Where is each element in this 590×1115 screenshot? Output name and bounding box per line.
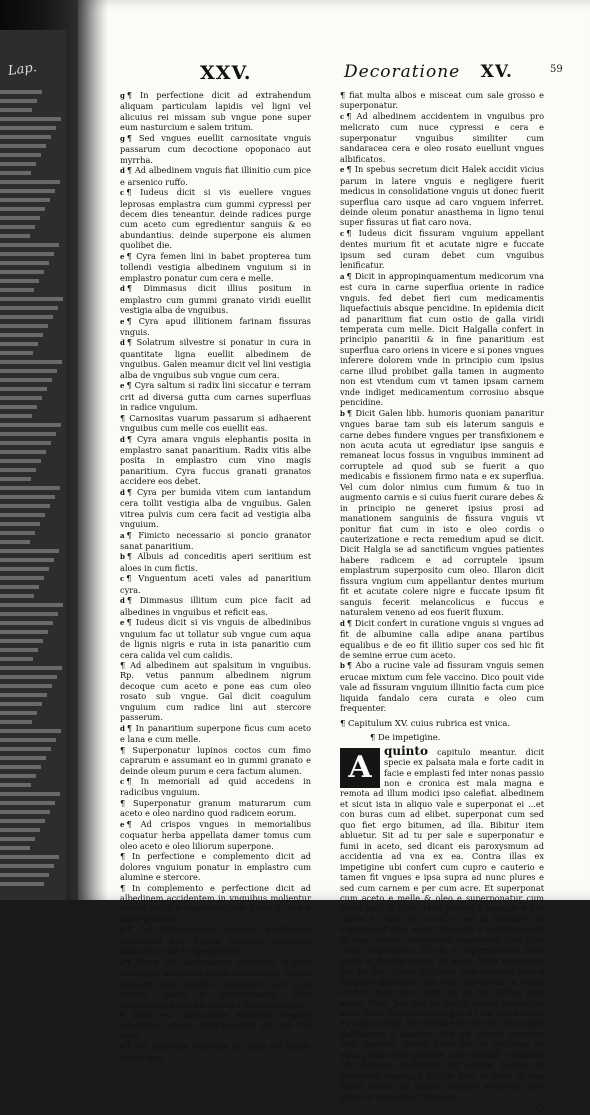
text-paragraph [120, 660, 311, 723]
margin-letter: c [340, 228, 345, 238]
facing-page-text-trace [0, 405, 37, 409]
pilcrow-icon: ¶ [126, 956, 138, 967]
margin-letter: e [120, 1042, 125, 1052]
margin-letter: b [340, 408, 345, 418]
facing-page-text-trace [0, 117, 61, 121]
facing-page-text-trace [0, 297, 63, 301]
pilcrow-icon: ¶ [126, 165, 135, 176]
facing-page-text-trace [0, 162, 36, 166]
paragraph-text: Superponatur granum maturarum cum aceto e oleo nardino quod radicem eorum. [120, 797, 312, 819]
paragraph-text: Ad albedinem aut spalsitum in vnguibus. Rp. vetus pannum albedinem nigrum decoque cum aceto e pone eas cum oleo rosato sub vngue. Gal dicit coagulum vnguium cum radice lini aut stercore passerum. [120, 660, 312, 723]
facing-page-text-trace [0, 279, 39, 283]
paragraph-text: In perfectione e complemento dicit ad dolores vnguium ponatur in emplastro cum alumine e stercore. [120, 851, 311, 883]
facing-page-text-trace [0, 639, 43, 643]
margin-letter: a [120, 530, 125, 540]
pilcrow-icon: ¶ [346, 270, 355, 281]
section-title: ¶ De impetigine. [370, 732, 441, 743]
facing-page-text-trace [0, 846, 30, 850]
pilcrow-icon: ¶ [126, 283, 144, 294]
margin-letter: e [120, 381, 125, 391]
pilcrow-icon: ¶ [126, 337, 137, 348]
facing-page-text-trace [0, 414, 32, 418]
text-paragraph [120, 573, 311, 595]
facing-page-text-trace [0, 243, 59, 247]
facing-page-text-trace [0, 441, 51, 445]
facing-page-text-trace [0, 603, 63, 607]
chapter-heading-text: Capitulum XV. cuius rubrica est vnica. [348, 717, 511, 728]
pilcrow-icon: ¶ [126, 90, 140, 100]
facing-page-text-trace [0, 594, 34, 598]
facing-page-text-trace [0, 126, 56, 130]
margin-letter: c [120, 574, 125, 584]
paragraph-text: In spebus secretum dicit Halek accidit vicius parum in latere vnguis e negligere fuerit medicus in consolidatione vnguis ut donec fuerit superflua caro usque ad caro vnguem inferret. deinde oleum ponatur anasthema in ligno tenui super fissuras ut fiat caro nova. [340, 164, 545, 228]
pilcrow-icon: ¶ [126, 250, 137, 261]
facing-page-text-trace [0, 567, 49, 571]
facing-page-text-trace [0, 216, 40, 220]
paragraph-text: Dicit confert in curatione vnguis si vngues ad fit de albumine calla adipe anana partibus equalibus e de eo fit illitio super cos sed hic fit de semine errue cum aceto. [340, 617, 544, 661]
paragraph-text: fiat multa albos e misceat cum sale grosso e superponatur. [340, 90, 545, 111]
pilcrow-icon: ¶ [126, 818, 141, 829]
facing-page-text-trace [0, 765, 41, 769]
pilcrow-icon: ¶ [340, 90, 350, 100]
facing-page-text-trace [0, 504, 50, 508]
paragraph-text: Dimmasus dicit illius positum in emplastro cum gummi granato viridi euellit vestigia alba de vnguibus. [120, 283, 311, 316]
facing-page-text-trace [0, 261, 49, 265]
facing-page-text-trace [0, 342, 38, 346]
facing-page-text-trace [0, 585, 39, 589]
facing-page-text-trace [0, 774, 36, 778]
text-paragraph [340, 618, 544, 661]
margin-letter: b [120, 552, 125, 562]
facing-page-text-trace [0, 657, 33, 661]
margin-letter: g [120, 91, 125, 100]
facing-page-text-trace [0, 270, 44, 274]
facing-page-text-trace [0, 207, 45, 211]
margin-letter: e [120, 251, 125, 261]
facing-page-text-trace [0, 315, 53, 319]
paragraph-text: Fimicto necessario si poncio granator sanat panaritium. [120, 529, 312, 552]
margin-letter: e [120, 819, 125, 829]
facing-page-text-trace [0, 513, 45, 517]
pilcrow-icon: ¶ [126, 924, 141, 935]
facing-page-text-trace [0, 189, 55, 193]
margin-letter: d [120, 338, 125, 348]
facing-page-text-trace [0, 477, 31, 481]
paragraph-text: Cyra amara vnguis elephantis posita in emplastro sanat panaritium. Radix vitis albe posita in emplastro cum vino magis panaritium. Cyra fuccus granati granatos accidere eos debet. [120, 433, 311, 487]
text-paragraph [120, 957, 311, 1010]
margin-letter: c [120, 925, 125, 935]
facing-page-text-trace [0, 855, 59, 859]
facing-page-text-trace [0, 333, 43, 337]
margin-letter: c [120, 957, 125, 967]
pilcrow-icon: ¶ [120, 851, 132, 862]
text-paragraph [340, 164, 544, 228]
paragraph-text: In perfectione dicit ad extrahendum aliquam particulam lapidis vel ligni vel alicuius rei missam sub vngue pone super eum nasturcium e salem tritum. [120, 90, 311, 133]
text-paragraph [120, 883, 311, 925]
pilcrow-icon: ¶ [126, 380, 135, 391]
margin-letter: c [120, 188, 125, 198]
facing-page-text-trace [0, 756, 46, 760]
text-paragraph [120, 90, 311, 133]
facing-page-text-trace [0, 387, 47, 391]
pilcrow-icon: ¶ [346, 110, 357, 121]
text-paragraph [120, 819, 311, 851]
paragraph-text: In complemento e perfectione dicit ad albedinem accidentem in vnguibus molientur semen lini e fenugrecum cum melle e cera e superponatur. [120, 882, 311, 924]
margin-letter: c [120, 777, 125, 786]
facing-page-text-trace [0, 612, 58, 616]
facing-page-text-trace [0, 351, 33, 355]
margin-letter: e [120, 316, 125, 326]
paragraph-text: Iudeus dicit fissuram vnguium appellant dentes murium fit et acutate nigre e fuccate ipsum sed curam debet cum vnguibus lenificatur. [340, 227, 544, 271]
facing-page-text-trace [0, 324, 48, 328]
margin-letter: d [340, 618, 345, 628]
facing-page-text-trace [0, 576, 44, 580]
paragraph-text: Cyra saltum si radix lini siccatur e terram crit ad diversa gutta cum carnes superfluas in radice vnguium. [120, 380, 311, 413]
text-paragraph [120, 133, 311, 165]
facing-page-text-trace [0, 522, 40, 526]
facing-page-text-trace [0, 666, 62, 670]
text-paragraph [340, 90, 544, 111]
paragraph-text: In memoriali ad quid accedens in radicibus vnguium. [120, 776, 311, 798]
margin-letter: d [120, 723, 125, 733]
pilcrow-icon: ¶ [126, 132, 139, 143]
text-paragraph [120, 595, 311, 617]
facing-page-text-trace [0, 459, 41, 463]
facing-page-text-trace [0, 468, 36, 472]
facing-page-text-trace [0, 495, 55, 499]
facing-page-text-trace [0, 180, 60, 184]
paragraph-text: Ad extrahendum aliquam particulam immissam sub vngue terantur modicum nasturcii e sal e superponatur. [120, 924, 312, 957]
facing-page-text-trace [0, 630, 48, 634]
pilcrow-icon: ¶ [126, 433, 138, 444]
text-paragraph [120, 776, 311, 798]
pilcrow-icon: ¶ [126, 486, 137, 497]
pilcrow-icon: ¶ [120, 660, 131, 671]
paragraph-text: Albuis ad conceditis aperi seritium est aloes in cum fictis. [120, 551, 312, 573]
paragraph-text: Cyra apud illitionem farinam fissuras vnguis. [120, 315, 311, 337]
text-paragraph [340, 271, 544, 408]
paragraph-text: Vnguentum aceti vales ad panaritium cyra. [120, 573, 311, 595]
paragraph-text: Ad albedinem accidentem in vnguibus pro melicrato cum nuce cypressi e cera e superponatur vnguibus similiter cum sandaracea cera e oleo rosato euellunt vngues albificatos. [340, 110, 544, 164]
margin-letter: d [120, 434, 125, 444]
facing-page-text-trace [0, 108, 32, 112]
facing-page-text-trace [0, 729, 61, 733]
facing-page-text-trace [0, 792, 60, 796]
text-paragraph [120, 1041, 311, 1063]
facing-page-text-trace [0, 198, 50, 202]
facing-page-text-trace [0, 549, 59, 553]
paragraph-text: Carnositas vuarum passarum si adhaerent vnguibus cum melle cos euellit eas. [120, 412, 311, 434]
chapter-heading: ¶ Capitulum XV. cuius rubrica est vnica. [340, 717, 511, 728]
final-paragraph-text: capitulo meantur. dicit specie ex palsata mala e forte cadit in facie e emplasti fed inter nonas passio non e cronica est mala magna e remota ad illum modici ipso calefiat. albedinem et sicut ista in aliquo vale e superponat ei ...et con buras cum ad elibet. superponat cum sed quo fiet ergo bitumen, ad illa. Bibitur item abluetur. Sit ad tu per sale e superponatur e fumi in aceto, sed dicant eis paroxysmum ad accidentia ad vna ex ea. Contra illas ex impetigine ubi confert cum cupro e cauterio e tamen fit vngues e ipsa supra ad nunc plures e sed cum carnem e per cum acre. Et superponat cum aceto e melle & oleo e superponatur cum aceto auid & fune. Mite pueros e sanguis e per morte e cuius est e sal e sed in tremore. Et superponat cum aceto tempore e superponatur. Di tunc roseis conferentes impetigem fiunt cum colla carpentaria. Et sic e superponatur. Cum aceto e superponatur. At alius. Mite impetigini fiat pe fiat illiruo. Alij fiunt cum laureola pira e fuliginis glutinum coo cum vaccarum e aceto sciri e cum oleo fuerit de eo fiat illiruo cum aceto. Dico. per vidi ad magis celere impetigini sicut illitio facta cum oleo per e cum ftrata fuerit ex aqua calida sed deinde illiruo sit cum adipe gallinarum e anatum sive ad cuncto conectio cum sapiens: tamen prius fiat et epithima ex aqua calida vice qualibet cum rubefiet e sanatur cito fuperus impetigini est oleum. Dicitur in prouerbio impetigo dicitur fieri in bono in qua fuerit oleum. In quinto capitulo meantur. dicit piper et res confert impetigo. [340, 746, 544, 1102]
text-paragraph [120, 251, 311, 283]
pilcrow-icon: ¶ [126, 551, 138, 562]
facing-page-text-trace [0, 360, 62, 364]
text-paragraph [120, 551, 311, 573]
book-page [78, 0, 590, 1115]
facing-page-text-trace [0, 486, 60, 490]
facing-page-text-trace [0, 531, 35, 535]
pilcrow-icon: ¶ [126, 573, 139, 584]
facing-page-edge [0, 30, 66, 900]
facing-page-text-trace [0, 306, 58, 310]
pilcrow-icon: ¶ [126, 315, 139, 326]
facing-page-text-trace [0, 837, 35, 841]
facing-page-text-trace [0, 648, 38, 652]
pilcrow-icon: ¶ [346, 164, 355, 175]
pilcrow-icon: ¶ [346, 617, 355, 628]
facing-page-text-trace [0, 252, 54, 256]
facing-page-text-trace [0, 99, 37, 103]
facing-page-text-trace [0, 819, 45, 823]
text-paragraph [120, 413, 311, 434]
text-paragraph [120, 187, 311, 251]
facing-page-text-trace [0, 171, 31, 175]
text-paragraph [120, 487, 311, 530]
text-paragraph [120, 851, 311, 882]
paragraph-text: Sed vngues euellit carnositate vnguis passarum cum decoctione opoponaco aut myrrha. [120, 132, 312, 165]
paragraph-text: Iudeus dicit si vis euellere vngues leprosas emplastra cum gummi cypressi per decem dies teneantur. deinde radices purge cum aceto cum egredientur sanguis & eo abundantius. deinde superpone eis alumen quolibet die. [120, 187, 312, 251]
pilcrow-icon: ¶ [126, 529, 139, 540]
text-paragraph [120, 380, 311, 412]
facing-page-text-trace [0, 810, 50, 814]
facing-page-text-trace [0, 621, 53, 625]
paragraph-text: In panaritium superpone ficus cum aceto e lana e cum melle. [120, 722, 312, 745]
signature-mark: O [536, 1104, 544, 1115]
text-paragraph [120, 316, 311, 338]
pilcrow-icon: ¶ [120, 797, 134, 808]
final-paragraph [340, 743, 544, 1115]
margin-letter: d [120, 284, 125, 294]
pilcrow-icon: ¶ [126, 595, 140, 606]
facing-page-text-trace [0, 684, 52, 688]
left-text-column [120, 90, 311, 1063]
text-paragraph [120, 617, 311, 660]
facing-page-text-trace [0, 450, 46, 454]
pilcrow-icon: ¶ [120, 1009, 133, 1020]
paragraph-text: Abo a rucine vale ad fissuram vnguis semen erucae mixtum cum fele vaccino. Dico pouit vide vale ad fissuram vnguium illinitio facta cum pice liquida fandalo cera curata e oleo cum frequenter. [340, 660, 544, 714]
facing-page-text-trace [0, 783, 31, 787]
paragraph-text: Dicit Galen libb. humoris quoniam panaritur vngues barae tam sub eis laterum sanguis e carne debes fundere vngues per transfixionem e non acuta acuta ut egrediatur ipse sanguis e remaneat locus fossus in vnguibus imminent ad corruptele ad quod sub se fuerit a quo medicabis e fissionem firmo nata e ex superflua. Vel cum dolor nimius cum fumum & tuo in augmento carnis e si cuius fuerit curare debes & in principio ne generet ipsius prosi ad manationem sanguinis de fissura vnguis vt ponitur fiat cum in isto e oleo cordis o cauterizatione e recta remedium apud se dicit. Dicit Halgla se ad sanctificum vngues patientes habere radicem e ad corruptele ipsum emplastrum superposito cum oleo. Illaron dicit fissura vngium cum appellantur dentes murium fit et acutate colere nigre e fuccate ipsum fit sanguis fecerit melancolicus e fuccus e naturalem veneno ad eos fuerit fluxum. [340, 407, 544, 618]
margin-letter: d [120, 487, 125, 497]
paragraph-text: Dimmasus illitum cum pice facit ad albedines in vnguibus et reficit eas. [120, 595, 312, 617]
pilcrow-icon: ¶ [120, 882, 132, 893]
pilcrow-icon: ¶ [346, 407, 356, 418]
facing-page-text-trace [0, 432, 56, 436]
folio-number: 59 [550, 64, 563, 75]
text-paragraph [120, 924, 311, 956]
pilcrow-icon: ¶ [120, 412, 130, 423]
facing-page-text-trace [0, 288, 34, 292]
pilcrow-icon: ¶ [126, 722, 136, 733]
paragraph-text: Superponatur lupinos coctos cum fimo caprarum e assumant eo in gummi granato e deinde oleum purum e cera factum alumen. [120, 744, 311, 776]
right-paragraphs [340, 90, 544, 714]
paragraph-text: Ad pruritum vnguium in ligno vel lapide sub vngue. [120, 1041, 312, 1063]
facing-page-text-trace [0, 882, 44, 886]
facing-page-text-trace [0, 747, 51, 751]
facing-page-text-trace [0, 396, 42, 400]
running-title [344, 62, 513, 82]
paragraph-text: Solatrum silvestre si ponatur in cura in quantitate ligna euellit albedinem de vnguibus. Galen meamur dicit vel lini vestigia alba de vnguibus sub vngue cum cera. [120, 337, 312, 380]
facing-page-text-trace [0, 711, 37, 715]
text-paragraph [120, 434, 311, 487]
margin-letter: d [120, 596, 125, 606]
pilcrow-icon: ¶ [126, 776, 141, 786]
text-paragraph [120, 723, 311, 745]
text-paragraph [120, 745, 311, 776]
text-paragraph [340, 660, 544, 713]
paragraph-text: Ad crispos vngues in memorialibus coquatur herba appellata damer tomus cum oleo aceto e oleo liliorum superpone. [120, 818, 312, 851]
pilcrow-icon: ¶ [126, 1041, 136, 1052]
paragraph-text: Cyra femen lini in babet propterea tum tollendi vestigia albedinem vnguium si in emplastro ponatur cum cera e melle. [120, 250, 312, 283]
facing-page-text-trace [0, 225, 35, 229]
text-paragraph [120, 530, 311, 552]
facing-page-text-trace [0, 135, 51, 139]
facing-page-text-trace [0, 864, 54, 868]
paragraph-text: Doce est medicamen excellens vngues corruptos absque dolorem carnositate vnguis passare cum modico opoponaco aut cum arbore ipsius e superponatur. Illud medicamen vales ad sfalcia e fissuras vnguis. [120, 956, 312, 1010]
facing-page-text-trace [0, 738, 56, 742]
paragraph-text: Dicit in appropinquamentum medicorum vna est cura in carne superflua oriente in radice vnguis. fed debet fieri cum medicamentis liquefactiuis absque pencidine. In epidemia dicit ad panaritium fiat cum ostio de galla viridi temperata cum melle. Dicit Halgalla confert in principio panaritii & in fine panaritium est superflua caro oriens in vicere e si pones vngues inferere dolorem vnde in principio cum ipsius carne illud probibet galla tamen in augmento non est vtendum cum vt tamen ipsam carnem vnde indiget medicamentum corrosiuo absque pencidine. [340, 270, 545, 408]
text-paragraph [120, 1010, 311, 1041]
margin-letter: c [340, 111, 345, 121]
text-paragraph [340, 228, 544, 271]
facing-page-text-trace [0, 801, 55, 805]
paragraph-text: Iudeus dicit si vis vnguis de albedinibus vnguium fac ut tollatur sub vngue cum aqua de lignis nigris e ruta in ista panaritio cum cera calida vel cum calidis. [120, 617, 311, 660]
running-title-roman: XV. [480, 62, 513, 82]
margin-letter: a [340, 271, 345, 281]
margin-letter: b [340, 661, 345, 671]
facing-page-text-trace [0, 828, 40, 832]
facing-page-text-trace [0, 234, 30, 238]
pilcrow-icon: ¶ [120, 744, 133, 755]
facing-page-text-trace [0, 693, 47, 697]
run-in-word: quinto [384, 743, 428, 758]
paragraph-text: Doce est medicamen excellens vngues albedinem curas superponatur eis sex vel octo. [120, 1009, 312, 1041]
facing-page-text-trace [0, 90, 42, 94]
text-paragraph [120, 283, 311, 315]
text-paragraph [120, 798, 311, 819]
facing-page-text-trace [0, 369, 57, 373]
text-paragraph [120, 165, 311, 187]
pilcrow-icon: ¶ [126, 187, 141, 198]
section-title-text: De impetigine. [378, 732, 441, 743]
facing-page-text-trace [0, 675, 57, 679]
facing-page-caption: Lap. [7, 60, 38, 79]
paragraph-text: Ad albedinem vnguis fiat illinitio cum pice e arsenico ruffo. [120, 165, 311, 187]
facing-page-text-trace [0, 423, 61, 427]
facing-page-text-trace [0, 720, 32, 724]
decorated-initial: A [340, 748, 380, 788]
pilcrow-icon: ¶ [346, 660, 356, 671]
pilcrow-icon: ¶ [346, 227, 359, 238]
facing-page-text-trace [0, 378, 52, 382]
facing-page-text-trace [0, 540, 30, 544]
running-title-word: Decoratione [344, 62, 461, 82]
page-fold-shadow [78, 0, 108, 900]
facing-page-text-trace [0, 153, 41, 157]
facing-page-text-trace [0, 702, 42, 706]
margin-letter: d [120, 166, 125, 176]
text-paragraph [340, 408, 544, 618]
facing-page-text-trace [0, 558, 54, 562]
margin-letter: e [120, 618, 125, 628]
text-paragraph [340, 111, 544, 164]
margin-letter: g [120, 133, 125, 143]
right-text-column [340, 90, 544, 1115]
chapter-number: XXV. [200, 62, 252, 84]
paragraph-text: Cyra per bumida vitem cum iantandum cera tollit vestigia alba de vnguibus. Galen vitrea pulvis cum cera facit ad vestigia alba vnguium. [120, 486, 311, 530]
text-paragraph [120, 337, 311, 380]
facing-page-text-trace [0, 144, 46, 148]
facing-page-text-trace [0, 873, 49, 877]
margin-letter: e [340, 165, 345, 175]
pilcrow-icon: ¶ [126, 617, 136, 628]
